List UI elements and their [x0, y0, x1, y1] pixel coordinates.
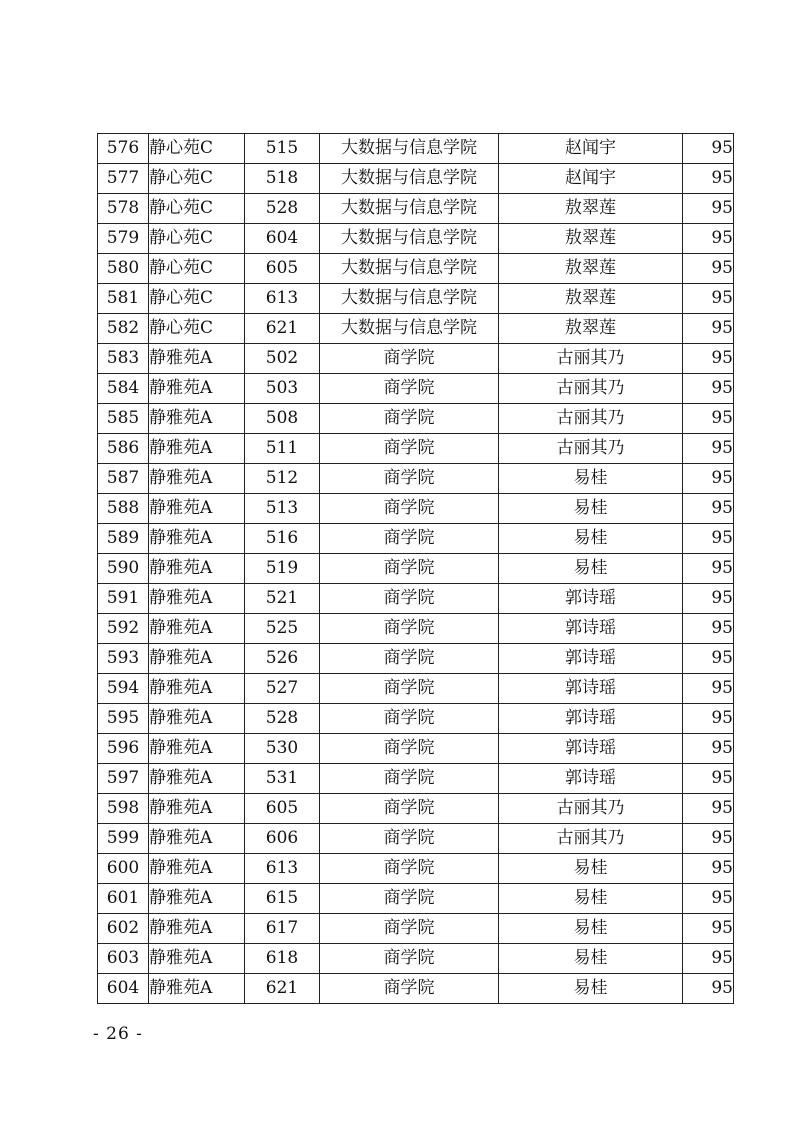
row-number-cell: 601 — [98, 884, 149, 914]
score-cell: 95 — [683, 134, 734, 164]
score-cell: 95 — [683, 914, 734, 944]
inspector-name-cell: 敖翠莲 — [499, 224, 683, 254]
college-cell: 商学院 — [320, 764, 499, 794]
building-cell: 静雅苑A — [149, 374, 245, 404]
room-cell: 605 — [245, 794, 320, 824]
room-cell: 617 — [245, 914, 320, 944]
table-row — [98, 374, 734, 404]
room-cell: 605 — [245, 254, 320, 284]
row-number-cell: 592 — [98, 614, 149, 644]
inspector-name-cell: 敖翠莲 — [499, 314, 683, 344]
row-number-cell: 580 — [98, 254, 149, 284]
score-cell: 95 — [683, 164, 734, 194]
score-cell: 95 — [683, 284, 734, 314]
building-cell: 静雅苑A — [149, 884, 245, 914]
row-number-cell: 584 — [98, 374, 149, 404]
building-cell: 静雅苑A — [149, 614, 245, 644]
row-number-cell: 595 — [98, 704, 149, 734]
table-row — [98, 404, 734, 434]
score-cell: 95 — [683, 254, 734, 284]
college-cell: 商学院 — [320, 404, 499, 434]
college-cell: 商学院 — [320, 494, 499, 524]
page-number: - 26 - — [93, 1024, 143, 1044]
building-cell: 静雅苑A — [149, 764, 245, 794]
inspector-name-cell: 赵闻宇 — [499, 164, 683, 194]
room-cell: 531 — [245, 764, 320, 794]
inspector-name-cell: 赵闻宇 — [499, 134, 683, 164]
college-cell: 商学院 — [320, 794, 499, 824]
college-cell: 商学院 — [320, 614, 499, 644]
room-cell: 528 — [245, 704, 320, 734]
building-cell: 静雅苑A — [149, 644, 245, 674]
score-cell: 95 — [683, 224, 734, 254]
row-number-cell: 590 — [98, 554, 149, 584]
inspector-name-cell: 古丽其乃 — [499, 374, 683, 404]
row-number-cell: 599 — [98, 824, 149, 854]
row-number-cell: 577 — [98, 164, 149, 194]
building-cell: 静雅苑A — [149, 734, 245, 764]
table-row — [98, 974, 734, 1004]
inspector-name-cell: 易桂 — [499, 914, 683, 944]
inspector-name-cell: 古丽其乃 — [499, 404, 683, 434]
room-cell: 513 — [245, 494, 320, 524]
room-cell: 503 — [245, 374, 320, 404]
inspector-name-cell: 郭诗瑶 — [499, 704, 683, 734]
row-number-cell: 587 — [98, 464, 149, 494]
college-cell: 商学院 — [320, 374, 499, 404]
college-cell: 商学院 — [320, 854, 499, 884]
row-number-cell: 582 — [98, 314, 149, 344]
college-cell: 大数据与信息学院 — [320, 254, 499, 284]
score-cell: 95 — [683, 584, 734, 614]
college-cell: 商学院 — [320, 974, 499, 1004]
table-row — [98, 764, 734, 794]
college-cell: 大数据与信息学院 — [320, 284, 499, 314]
score-cell: 95 — [683, 194, 734, 224]
room-cell: 516 — [245, 524, 320, 554]
room-cell: 613 — [245, 284, 320, 314]
score-cell: 95 — [683, 794, 734, 824]
college-cell: 商学院 — [320, 644, 499, 674]
table-row — [98, 434, 734, 464]
college-cell: 商学院 — [320, 674, 499, 704]
inspector-name-cell: 易桂 — [499, 854, 683, 884]
table-row — [98, 884, 734, 914]
score-cell: 95 — [683, 374, 734, 404]
building-cell: 静心苑C — [149, 224, 245, 254]
score-cell: 95 — [683, 854, 734, 884]
table-row — [98, 584, 734, 614]
row-number-cell: 588 — [98, 494, 149, 524]
table-row — [98, 134, 734, 164]
score-cell: 95 — [683, 674, 734, 704]
college-cell: 大数据与信息学院 — [320, 134, 499, 164]
row-number-cell: 586 — [98, 434, 149, 464]
table-row — [98, 914, 734, 944]
inspector-name-cell: 郭诗瑶 — [499, 734, 683, 764]
row-number-cell: 593 — [98, 644, 149, 674]
score-cell: 95 — [683, 434, 734, 464]
score-cell: 95 — [683, 494, 734, 524]
room-cell: 521 — [245, 584, 320, 614]
building-cell: 静雅苑A — [149, 344, 245, 374]
inspector-name-cell: 郭诗瑶 — [499, 674, 683, 704]
college-cell: 商学院 — [320, 944, 499, 974]
score-cell: 95 — [683, 614, 734, 644]
room-cell: 519 — [245, 554, 320, 584]
room-cell: 511 — [245, 434, 320, 464]
room-cell: 613 — [245, 854, 320, 884]
inspector-name-cell: 古丽其乃 — [499, 344, 683, 374]
table-row — [98, 734, 734, 764]
college-cell: 商学院 — [320, 914, 499, 944]
college-cell: 大数据与信息学院 — [320, 314, 499, 344]
room-cell: 530 — [245, 734, 320, 764]
table-body — [98, 134, 734, 1004]
inspector-name-cell: 易桂 — [499, 884, 683, 914]
building-cell: 静雅苑A — [149, 824, 245, 854]
row-number-cell: 603 — [98, 944, 149, 974]
table-row — [98, 614, 734, 644]
table-row — [98, 254, 734, 284]
inspector-name-cell: 古丽其乃 — [499, 824, 683, 854]
table-row — [98, 224, 734, 254]
inspector-name-cell: 古丽其乃 — [499, 434, 683, 464]
building-cell: 静心苑C — [149, 134, 245, 164]
college-cell: 大数据与信息学院 — [320, 164, 499, 194]
inspector-name-cell: 郭诗瑶 — [499, 614, 683, 644]
inspector-name-cell: 敖翠莲 — [499, 254, 683, 284]
room-cell: 502 — [245, 344, 320, 374]
room-cell: 525 — [245, 614, 320, 644]
building-cell: 静雅苑A — [149, 854, 245, 884]
college-cell: 商学院 — [320, 524, 499, 554]
row-number-cell: 597 — [98, 764, 149, 794]
college-cell: 大数据与信息学院 — [320, 194, 499, 224]
row-number-cell: 594 — [98, 674, 149, 704]
score-cell: 95 — [683, 524, 734, 554]
room-cell: 621 — [245, 314, 320, 344]
score-cell: 95 — [683, 824, 734, 854]
inspector-name-cell: 敖翠莲 — [499, 194, 683, 224]
building-cell: 静雅苑A — [149, 584, 245, 614]
inspector-name-cell: 郭诗瑶 — [499, 644, 683, 674]
row-number-cell: 576 — [98, 134, 149, 164]
room-cell: 518 — [245, 164, 320, 194]
building-cell: 静雅苑A — [149, 404, 245, 434]
row-number-cell: 579 — [98, 224, 149, 254]
college-cell: 大数据与信息学院 — [320, 224, 499, 254]
building-cell: 静雅苑A — [149, 554, 245, 584]
building-cell: 静雅苑A — [149, 794, 245, 824]
building-cell: 静心苑C — [149, 194, 245, 224]
row-number-cell: 604 — [98, 974, 149, 1004]
table-row — [98, 464, 734, 494]
score-cell: 95 — [683, 644, 734, 674]
row-number-cell: 578 — [98, 194, 149, 224]
row-number-cell: 589 — [98, 524, 149, 554]
room-cell: 508 — [245, 404, 320, 434]
score-cell: 95 — [683, 464, 734, 494]
building-cell: 静雅苑A — [149, 494, 245, 524]
row-number-cell: 591 — [98, 584, 149, 614]
row-number-cell: 583 — [98, 344, 149, 374]
table-row — [98, 524, 734, 554]
college-cell: 商学院 — [320, 584, 499, 614]
college-cell: 商学院 — [320, 434, 499, 464]
score-cell: 95 — [683, 404, 734, 434]
building-cell: 静雅苑A — [149, 674, 245, 704]
row-number-cell: 585 — [98, 404, 149, 434]
college-cell: 商学院 — [320, 734, 499, 764]
building-cell: 静心苑C — [149, 254, 245, 284]
score-cell: 95 — [683, 734, 734, 764]
score-cell: 95 — [683, 314, 734, 344]
building-cell: 静雅苑A — [149, 944, 245, 974]
inspector-name-cell: 易桂 — [499, 494, 683, 524]
inspector-name-cell: 易桂 — [499, 524, 683, 554]
inspector-name-cell: 敖翠莲 — [499, 284, 683, 314]
score-cell: 95 — [683, 554, 734, 584]
inspector-name-cell: 易桂 — [499, 554, 683, 584]
room-cell: 512 — [245, 464, 320, 494]
inspector-name-cell: 易桂 — [499, 944, 683, 974]
building-cell: 静雅苑A — [149, 914, 245, 944]
room-cell: 528 — [245, 194, 320, 224]
table-row — [98, 494, 734, 524]
row-number-cell: 596 — [98, 734, 149, 764]
room-cell: 526 — [245, 644, 320, 674]
inspector-name-cell: 郭诗瑶 — [499, 764, 683, 794]
room-cell: 618 — [245, 944, 320, 974]
college-cell: 商学院 — [320, 884, 499, 914]
building-cell: 静雅苑A — [149, 704, 245, 734]
inspector-name-cell: 易桂 — [499, 974, 683, 1004]
score-cell: 95 — [683, 974, 734, 1004]
score-cell: 95 — [683, 944, 734, 974]
building-cell: 静雅苑A — [149, 464, 245, 494]
room-cell: 515 — [245, 134, 320, 164]
table-row — [98, 674, 734, 704]
room-cell: 615 — [245, 884, 320, 914]
inspector-name-cell: 古丽其乃 — [499, 794, 683, 824]
table-row — [98, 704, 734, 734]
building-cell: 静雅苑A — [149, 434, 245, 464]
table-row — [98, 194, 734, 224]
score-cell: 95 — [683, 344, 734, 374]
row-number-cell: 598 — [98, 794, 149, 824]
table-row — [98, 854, 734, 884]
room-cell: 604 — [245, 224, 320, 254]
table-row — [98, 944, 734, 974]
room-cell: 621 — [245, 974, 320, 1004]
building-cell: 静心苑C — [149, 284, 245, 314]
table-row — [98, 314, 734, 344]
building-cell: 静心苑C — [149, 314, 245, 344]
room-cell: 606 — [245, 824, 320, 854]
row-number-cell: 602 — [98, 914, 149, 944]
college-cell: 商学院 — [320, 464, 499, 494]
dormitory-score-table — [97, 133, 734, 1004]
row-number-cell: 600 — [98, 854, 149, 884]
inspector-name-cell: 郭诗瑶 — [499, 584, 683, 614]
table-row — [98, 164, 734, 194]
table-row — [98, 554, 734, 584]
college-cell: 商学院 — [320, 824, 499, 854]
building-cell: 静雅苑A — [149, 974, 245, 1004]
row-number-cell: 581 — [98, 284, 149, 314]
inspector-name-cell: 易桂 — [499, 464, 683, 494]
score-cell: 95 — [683, 704, 734, 734]
table-row — [98, 824, 734, 854]
score-cell: 95 — [683, 884, 734, 914]
score-cell: 95 — [683, 764, 734, 794]
college-cell: 商学院 — [320, 344, 499, 374]
table-row — [98, 344, 734, 374]
building-cell: 静雅苑A — [149, 524, 245, 554]
building-cell: 静心苑C — [149, 164, 245, 194]
room-cell: 527 — [245, 674, 320, 704]
college-cell: 商学院 — [320, 554, 499, 584]
college-cell: 商学院 — [320, 704, 499, 734]
table-row — [98, 644, 734, 674]
table-row — [98, 284, 734, 314]
table-row — [98, 794, 734, 824]
